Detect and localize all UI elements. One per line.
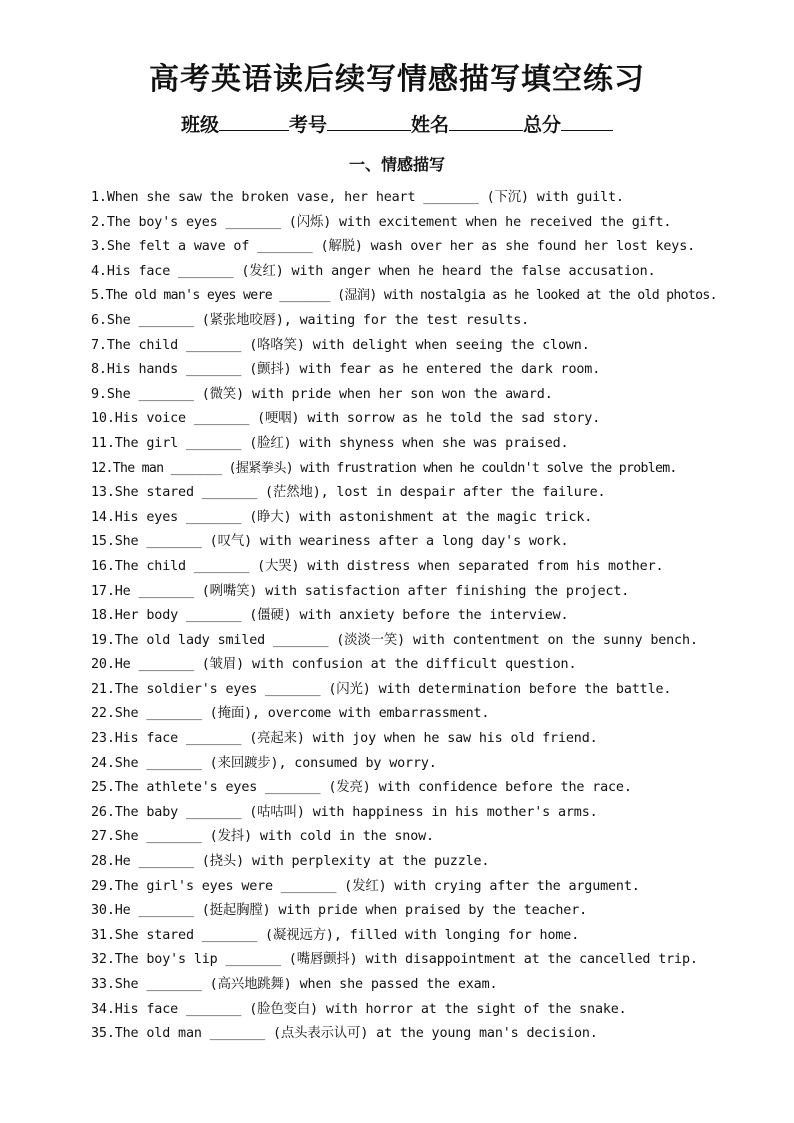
question-item: 11.The girl _______ (脸红) with shyness when she was praised. [91, 435, 569, 451]
question-item: 13.She stared _______ (茫然地), lost in despair after the failure. [91, 485, 606, 501]
question-item: 26.The baby _______ (咕咕叫) with happiness in his mother's arms. [91, 804, 598, 820]
exam-no-blank[interactable] [327, 110, 411, 131]
question-item: 33.She _______ (高兴地跳舞) when she passed the exam. [91, 977, 498, 992]
question-item: 21.The soldier's eyes _______ (闪光) with determination before the battle. [91, 681, 672, 697]
question-item: 29.The girl's eyes were _______ (发红) with crying after the argument. [91, 878, 640, 894]
name-label: 姓名 [411, 114, 450, 136]
question-item: 18.Her body _______ (僵硬) with anxiety before the interview. [91, 608, 569, 624]
question-item: 27.She _______ (发抖) with cold in the snow. [91, 829, 434, 845]
question-item: 12.The man _______ (握紧拳头) with frustration when he couldn't solve the problem. [91, 460, 677, 476]
question-item: 32.The boy's lip _______ (嘴唇颤抖) with disappointment at the cancelled trip. [91, 952, 698, 968]
question-item: 20.He _______ (皱眉) with confusion at the difficult question. [91, 657, 577, 673]
question-item: 17.He _______ (咧嘴笑) with satisfaction after finishing the project. [91, 583, 630, 599]
question-item: 1.When she saw the broken vase, her heart _______ (下沉) with guilt. [91, 190, 624, 205]
class-blank[interactable] [219, 110, 289, 131]
question-item: 34.His face _______ (脸色变白) with horror at the sight of the snake. [91, 1001, 627, 1017]
question-item: 25.The athlete's eyes _______ (发亮) with confidence before the race. [91, 780, 632, 796]
question-item: 5.The old man's eyes were _______ (湿润) with nostalgia as he looked at the old photos. [91, 288, 717, 304]
question-item: 30.He _______ (挺起胸膛) with pride when praised by the teacher. [91, 903, 588, 919]
worksheet-title: 高考英语读后续写情感描写填空练习 [149, 62, 645, 97]
question-item: 3.She felt a wave of _______ (解脱) wash over her as she found her lost keys. [91, 239, 696, 255]
section-heading: 一、情感描写 [348, 155, 445, 174]
question-item: 35.The old man _______ (点头表示认可) at the young man's decision. [91, 1026, 598, 1042]
question-item: 15.She _______ (叹气) with weariness after a long day's work. [91, 534, 569, 550]
question-item: 31.She stared _______ (凝视远方), filled with longing for home. [91, 927, 580, 943]
question-item: 14.His eyes _______ (睁大) with astonishment at the magic trick. [91, 509, 593, 525]
question-item: 8.His hands _______ (颤抖) with fear as he entered the dark room. [91, 362, 601, 378]
score-label: 总分 [523, 114, 562, 136]
question-item: 16.The child _______ (大哭) with distress when separated from his mother. [91, 558, 664, 574]
student-info-line [0, 110, 794, 139]
question-item: 9.She _______ (微笑) with pride when her son won the award. [91, 386, 553, 402]
class-label: 班级 [180, 114, 219, 136]
exam-no-label: 考号 [288, 114, 327, 136]
question-item: 24.She _______ (来回踱步), consumed by worry. [91, 755, 437, 771]
question-item: 7.The child _______ (咯咯笑) with delight when seeing the clown. [91, 337, 590, 353]
question-item: 2.The boy's eyes _______ (闪烁) with excitement when he received the gift. [91, 214, 672, 230]
question-list [91, 186, 751, 1047]
question-item: 19.The old lady smiled _______ (淡淡一笑) with contentment on the sunny bench. [91, 632, 698, 648]
question-item: 4.His face _______ (发红) with anger when he heard the false accusation. [91, 263, 656, 279]
question-item: 28.He _______ (挠头) with perplexity at the puzzle. [91, 854, 490, 870]
question-item: 6.She _______ (紧张地咬唇), waiting for the test results. [91, 312, 530, 328]
question-item: 23.His face _______ (亮起来) with joy when he saw his old friend. [91, 731, 598, 747]
score-blank[interactable] [561, 110, 613, 131]
question-item: 22.She _______ (掩面), overcome with embarrassment. [91, 706, 490, 722]
name-blank[interactable] [449, 110, 523, 131]
question-item: 10.His voice _______ (哽咽) with sorrow as he told the sad story. [91, 411, 601, 427]
